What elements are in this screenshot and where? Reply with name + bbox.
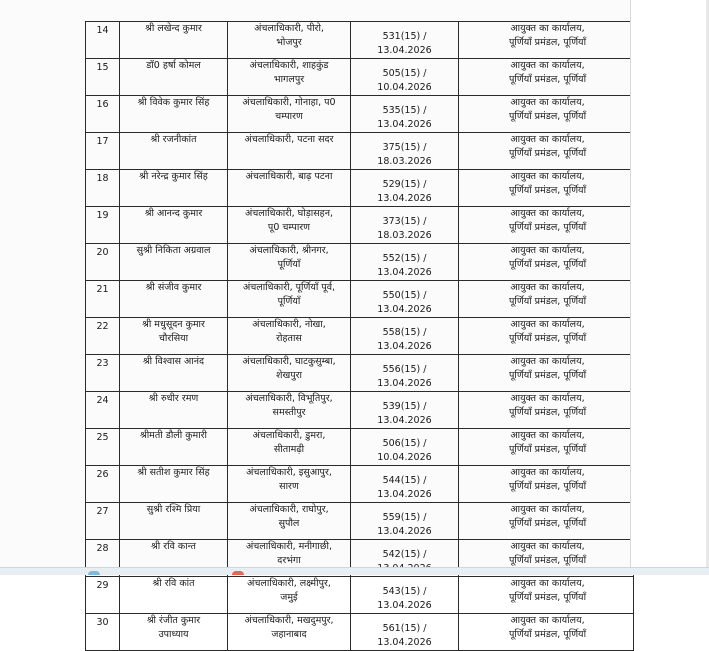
letter-number-cell: 373(15) / 18.03.2026 xyxy=(351,207,459,244)
posting-line: दरभंगा xyxy=(277,555,301,566)
office-line: पूर्णियाँ प्रमंडल, पूर्णियाँ xyxy=(508,407,587,418)
office-line: पूर्णियाँ प्रमंडल, पूर्णियाँ xyxy=(508,111,587,122)
posting-line: अंचलाधिकारी, मनीगाछी, xyxy=(245,541,332,552)
office-line: आयुक्त का कार्यालय, xyxy=(510,60,585,71)
office-line: आयुक्त का कार्यालय, xyxy=(510,504,585,515)
table-row xyxy=(86,281,634,318)
office-cell xyxy=(459,577,634,614)
serial-number-cell: 28 xyxy=(86,540,120,577)
posting-line: रोहतास xyxy=(276,333,302,344)
officer-name-line: श्री रवि कांत xyxy=(152,578,195,589)
office-cell xyxy=(459,429,634,466)
office-line: आयुक्त का कार्यालय, xyxy=(510,356,585,367)
serial-number-cell: 29 xyxy=(86,577,120,614)
table-row xyxy=(86,392,634,429)
letter-number-cell: 506(15) / 10.04.2026 xyxy=(351,429,459,466)
serial-number-cell: 14 xyxy=(86,22,120,59)
officer-name-cell xyxy=(120,614,228,651)
letter-number-cell: 529(15) / 13.04.2026 xyxy=(351,170,459,207)
officer-name-line: श्री विश्वास आनंद xyxy=(142,356,205,367)
table-row xyxy=(86,318,634,355)
officer-name-cell xyxy=(120,207,228,244)
office-line: पूर्णियाँ प्रमंडल, पूर्णियाँ xyxy=(508,518,587,529)
posting-cell xyxy=(228,22,351,59)
serial-number-cell: 17 xyxy=(86,133,120,170)
office-line: आयुक्त का कार्यालय, xyxy=(510,134,585,145)
office-cell xyxy=(459,392,634,429)
office-cell xyxy=(459,318,634,355)
serial-number-cell: 16 xyxy=(86,96,120,133)
officer-name-line: श्री सतीश कुमार सिंह xyxy=(137,467,210,478)
posting-cell xyxy=(228,207,351,244)
office-cell xyxy=(459,244,634,281)
posting-line: अंचलाधिकारी, पटना सदर xyxy=(244,134,334,145)
serial-number-cell: 21 xyxy=(86,281,120,318)
officer-name-cell xyxy=(120,503,228,540)
office-line: आयुक्त का कार्यालय, xyxy=(510,97,585,108)
office-line: पूर्णियाँ प्रमंडल, पूर्णियाँ xyxy=(508,259,587,270)
office-line: आयुक्त का कार्यालय, xyxy=(510,319,585,330)
office-line: आयुक्त का कार्यालय, xyxy=(510,467,585,478)
officer-name-line: श्री आनन्द कुमार xyxy=(144,208,203,219)
letter-number-cell: 559(15) / 13.04.2026 xyxy=(351,503,459,540)
table-row xyxy=(86,59,634,96)
posting-cell xyxy=(228,392,351,429)
letter-number-cell: 552(15) / 13.04.2026 xyxy=(351,244,459,281)
officer-name-line: उपाध्याय xyxy=(158,629,189,640)
posting-line: पूर्णियाँ xyxy=(277,259,301,270)
table-row xyxy=(86,170,634,207)
letter-number-cell: 558(15) / 13.04.2026 xyxy=(351,318,459,355)
serial-number-cell: 22 xyxy=(86,318,120,355)
posting-cell xyxy=(228,59,351,96)
office-line: आयुक्त का कार्यालय, xyxy=(510,615,585,626)
officer-name-line: श्री लखेन्द कुमार xyxy=(145,23,202,34)
officer-name-line: श्रीमती डौली कुमारी xyxy=(139,430,207,441)
office-line: पूर्णियाँ प्रमंडल, पूर्णियाँ xyxy=(508,629,587,640)
officer-name-cell xyxy=(120,355,228,392)
officer-name-line: श्री विवेक कुमार सिंह xyxy=(137,97,210,108)
posting-line: पूर्णियाँ xyxy=(277,296,301,307)
officer-name-cell xyxy=(120,244,228,281)
table-row xyxy=(86,207,634,244)
officer-name-line: श्री रवि कान्त xyxy=(151,541,196,552)
posting-cell xyxy=(228,429,351,466)
office-line: आयुक्त का कार्यालय, xyxy=(510,541,585,552)
posting-line: शेखपुरा xyxy=(276,370,302,381)
officer-name-line: सुश्री निकिता अग्रवाल xyxy=(136,245,211,256)
office-cell xyxy=(459,22,634,59)
serial-number-cell: 15 xyxy=(86,59,120,96)
posting-line: भोजपुर xyxy=(276,37,302,48)
officer-name-cell xyxy=(120,22,228,59)
letter-number-cell: 535(15) / 13.04.2026 xyxy=(351,96,459,133)
posting-line: अंचलाधिकारी, लक्ष्मीपुर, xyxy=(247,578,331,589)
posting-cell xyxy=(228,281,351,318)
office-line: आयुक्त का कार्यालय, xyxy=(510,430,585,441)
officer-name-cell xyxy=(120,429,228,466)
letter-number-cell: 561(15) / 13.04.2026 xyxy=(351,614,459,651)
table-row xyxy=(86,244,634,281)
serial-number-cell: 27 xyxy=(86,503,120,540)
serial-number-cell: 24 xyxy=(86,392,120,429)
posting-line: अंचलाधिकारी, डुमरा, xyxy=(252,430,326,441)
office-cell xyxy=(459,503,634,540)
posting-line: अंचलाधिकारी, पूर्णियाँ पूर्व, xyxy=(242,282,336,293)
posting-cell xyxy=(228,244,351,281)
posting-cell xyxy=(228,614,351,651)
posting-cell xyxy=(228,503,351,540)
posting-cell xyxy=(228,577,351,614)
office-line: आयुक्त का कार्यालय, xyxy=(510,282,585,293)
office-cell xyxy=(459,170,634,207)
letter-number-cell: 375(15) / 18.03.2026 xyxy=(351,133,459,170)
posting-line: अंचलाधिकारी, घोड़ासहन, xyxy=(244,208,333,219)
posting-line: अंचलाधिकारी, विभूतिपुर, xyxy=(245,393,333,404)
office-line: पूर्णियाँ प्रमंडल, पूर्णियाँ xyxy=(508,148,587,159)
posting-cell xyxy=(228,133,351,170)
officer-name-cell xyxy=(120,96,228,133)
officer-name-line: श्री रंजीत कुमार xyxy=(146,615,201,626)
office-cell xyxy=(459,281,634,318)
officer-name-cell xyxy=(120,577,228,614)
posting-cell xyxy=(228,466,351,503)
taskbar-app-icon[interactable] xyxy=(232,571,244,575)
serial-number-cell: 18 xyxy=(86,170,120,207)
letter-number-cell: 542(15) / xyxy=(351,540,459,577)
office-cell xyxy=(459,59,634,96)
posting-line: जमुई xyxy=(280,592,298,603)
table-row xyxy=(86,22,634,59)
office-line: पूर्णियाँ प्रमंडल, पूर्णियाँ xyxy=(508,444,587,455)
posting-cell xyxy=(228,96,351,133)
posting-line: अंचलाधिकारी, मखदुमपुर, xyxy=(244,615,334,626)
office-cell xyxy=(459,133,634,170)
posting-cell xyxy=(228,355,351,392)
officer-name-line: सुश्री रश्मि प्रिया xyxy=(146,504,201,515)
posting-line: पू0 चम्पारण xyxy=(267,222,311,233)
posting-line: भागलपुर xyxy=(273,74,305,85)
posting-cell xyxy=(228,170,351,207)
officer-name-line: श्री रुधीर रमण xyxy=(148,393,199,404)
officer-name-line: चौरसिया xyxy=(158,333,189,344)
office-line: आयुक्त का कार्यालय, xyxy=(510,23,585,34)
table-row xyxy=(86,503,634,540)
letter-number-cell: 531(15) / 13.04.2026 xyxy=(351,22,459,59)
office-line: आयुक्त का कार्यालय, xyxy=(510,171,585,182)
office-line: आयुक्त का कार्यालय, xyxy=(510,245,585,256)
table-row xyxy=(86,355,634,392)
posting-line: सुपौल xyxy=(278,518,300,529)
office-cell xyxy=(459,614,634,651)
table-row xyxy=(86,133,634,170)
table-row xyxy=(86,429,634,466)
letter-number-cell: 556(15) / 13.04.2026 xyxy=(351,355,459,392)
posting-cell xyxy=(228,318,351,355)
posting-line: चम्पारण xyxy=(275,111,303,122)
officer-name-cell xyxy=(120,318,228,355)
table-row xyxy=(86,466,634,503)
taskbar-strip xyxy=(0,567,709,575)
office-cell xyxy=(459,355,634,392)
table-row xyxy=(86,614,634,651)
letter-number-cell: 505(15) / 10.04.2026 xyxy=(351,59,459,96)
serial-number-cell: 19 xyxy=(86,207,120,244)
office-line: पूर्णियाँ प्रमंडल, पूर्णियाँ xyxy=(508,555,587,566)
office-line: आयुक्त का कार्यालय, xyxy=(510,208,585,219)
posting-line: अंचलाधिकारी, पीरो, xyxy=(254,23,324,34)
officer-name-cell xyxy=(120,59,228,96)
posting-line: जहानाबाद xyxy=(271,629,307,640)
letter-number-cell: 550(15) / 13.04.2026 xyxy=(351,281,459,318)
posting-line: अंचलाधिकारी, इसुआपुर, xyxy=(246,467,332,478)
office-line: आयुक्त का कार्यालय, xyxy=(510,578,585,589)
office-line: पूर्णियाँ प्रमंडल, पूर्णियाँ xyxy=(508,74,587,85)
office-cell xyxy=(459,96,634,133)
officer-name-line: श्री रजनीकांत xyxy=(150,134,197,145)
posting-line: अंचलाधिकारी, नोखा, xyxy=(252,319,326,330)
serial-number-cell: 30 xyxy=(86,614,120,651)
posting-line: अंचलाधिकारी, शाहकुंड xyxy=(249,60,329,71)
serial-number-cell: 23 xyxy=(86,355,120,392)
posting-line: सारण xyxy=(279,481,299,492)
officer-name-cell xyxy=(120,281,228,318)
serial-number-cell: 26 xyxy=(86,466,120,503)
office-line: पूर्णियाँ प्रमंडल, पूर्णियाँ xyxy=(508,37,587,48)
officer-name-cell xyxy=(120,392,228,429)
officer-table xyxy=(85,21,634,651)
posting-line: अंचलाधिकारी, श्रीनगर, xyxy=(249,245,329,256)
posting-line: अंचलाधिकारी, राघोपुर, xyxy=(249,504,329,515)
office-line: पूर्णियाँ प्रमंडल, पूर्णियाँ xyxy=(508,592,587,603)
table-body xyxy=(86,22,634,651)
officer-name-line: श्री नरेन्द्र कुमार सिंह xyxy=(139,171,208,182)
office-cell xyxy=(459,466,634,503)
officer-name-line: श्री मधुसूदन कुमार xyxy=(142,319,205,330)
posting-line: समस्तीपुर xyxy=(272,407,306,418)
posting-line: अंचलाधिकारी, घाटकुसुम्बा, xyxy=(242,356,336,367)
letter-number-cell: 544(15) / 13.04.2026 xyxy=(351,466,459,503)
officer-name-cell xyxy=(120,466,228,503)
office-line: पूर्णियाँ प्रमंडल, पूर्णियाँ xyxy=(508,333,587,344)
officer-name-cell xyxy=(120,133,228,170)
office-line: पूर्णियाँ प्रमंडल, पूर्णियाँ xyxy=(508,370,587,381)
letter-number-cell: 539(15) / 13.04.2026 xyxy=(351,392,459,429)
table-row xyxy=(86,96,634,133)
posting-line: सीतामढ़ी xyxy=(273,444,305,455)
posting-line: अंचलाधिकारी, बाढ़ पटना xyxy=(245,171,333,182)
letter-number-cell: 543(15) / 13.04.2026 xyxy=(351,577,459,614)
serial-number-cell: 25 xyxy=(86,429,120,466)
office-line: आयुक्त का कार्यालय, xyxy=(510,393,585,404)
officer-name-cell xyxy=(120,170,228,207)
office-cell xyxy=(459,207,634,244)
taskbar-app-icon[interactable] xyxy=(88,571,100,575)
officer-name-line: डॉ0 हर्षा कोमल xyxy=(146,60,201,71)
table-row xyxy=(86,577,634,614)
office-line: पूर्णियाँ प्रमंडल, पूर्णियाँ xyxy=(508,296,587,307)
officer-name-line: श्री संजीव कुमार xyxy=(145,282,202,293)
viewer-right-gutter xyxy=(630,0,709,575)
office-line: पूर्णियाँ प्रमंडल, पूर्णियाँ xyxy=(508,222,587,233)
serial-number-cell: 20 xyxy=(86,244,120,281)
posting-line: अंचलाधिकारी, गोनाहा, प0 xyxy=(242,97,336,108)
office-line: पूर्णियाँ प्रमंडल, पूर्णियाँ xyxy=(508,185,587,196)
office-line: पूर्णियाँ प्रमंडल, पूर्णियाँ xyxy=(508,481,587,492)
